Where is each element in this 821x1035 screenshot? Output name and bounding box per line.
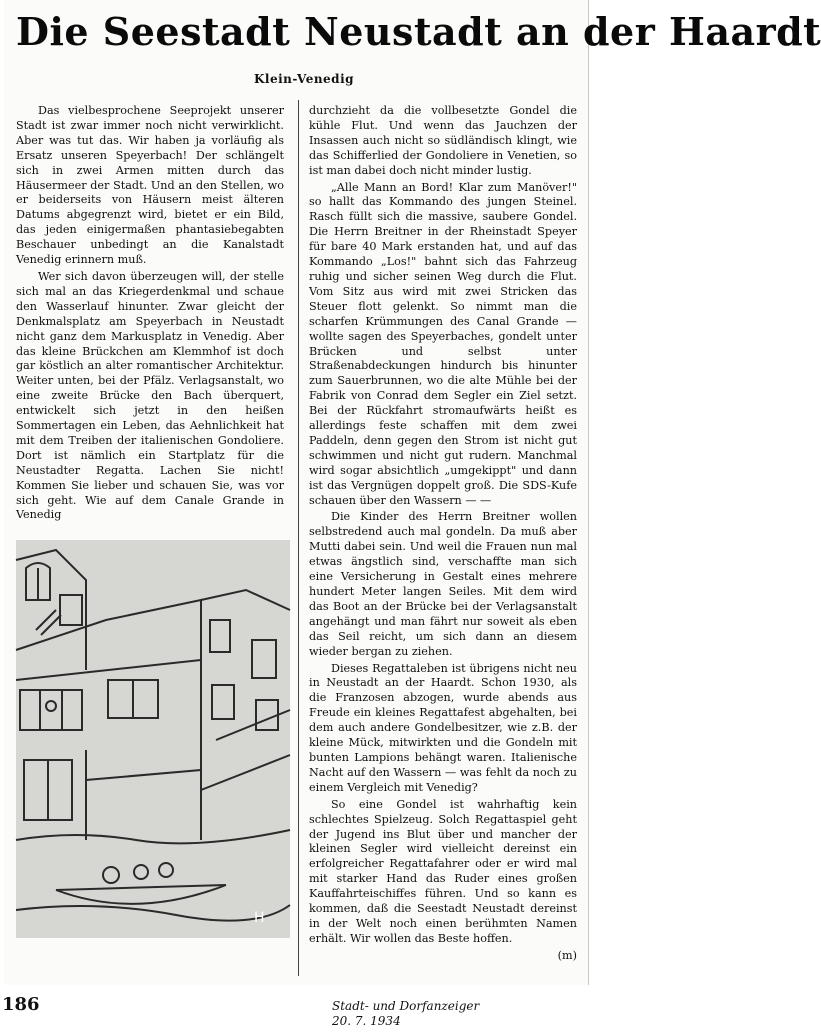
- canal-sketch: [16, 540, 290, 938]
- article-right-column: [309, 104, 577, 984]
- canal-sketch-illustration: [16, 540, 290, 938]
- subtitle: Klein-Venedig: [253, 72, 355, 86]
- paragraph: So eine Gondel ist wahrhaftig kein schlechtes Spielzeug. Solch Regattaspiel geht der Jugend ins Blut über und mancher der kleinen Segler wird vielleicht dereinst ein erfolgreicher Regattafahrer oder er wird mal mit starker Hand das Ruder eines großen Kauffahrteischiffes führen. Und so kann es kommen, daß die Seestadt Neustadt dereinst in der Welt noch einen berühmten Namen erhält. Wir wollen das Beste hoffen.: [309, 797, 577, 945]
- paragraph: Das vielbesprochene Seeprojekt unserer Stadt ist zwar immer noch nicht verwirklicht. Aber was tut das. Wir haben ja vorläufig als Ersatz unseren Speyerbach! Der schlängelt sich in zwei Armen mitten durch das Häusermeer der Stadt. Und an den Stellen, wo er beiderseits von Häusern meist älteren Datums abgegrenzt wird, bietet er ein Bild, das jeden einigermaßen phantasiebegabten Beschauer unbedingt an die Kanalstadt Venedig erinnern muß.: [16, 104, 284, 267]
- source-name: Stadt- und Dorfanzeiger: [332, 999, 480, 1013]
- newspaper-source: [332, 999, 479, 1029]
- source-date: 20. 7. 1934: [332, 1014, 401, 1028]
- paragraph: durchzieht da die vollbesetzte Gondel die kühle Flut. Und wenn das Jauchzen der Insassen auch nicht so südländisch klingt, wie das Schifferlied der Gondoliere in Venetien, so ist man dabei doch nicht minder lustig.: [309, 104, 577, 177]
- paragraph: Die Kinder des Herrn Breitner wollen selbstredend auch mal gondeln. Da muß aber Mutti dabei sein. Und weil die Frauen nun mal etwas ängstlich sind, verschaffte man sich eine Versicherung in Gestalt eines mehrere hundert Meter langen Seiles. Mit dem wird das Boot an der Brücke bei der Verlagsanstalt angehängt und man fährt nur soweit als eben das Seil reicht, um sich dann an diesem wieder bergan zu ziehen.: [309, 510, 577, 658]
- paragraph: Wer sich davon überzeugen will, der stelle sich mal an das Kriegerdenkmal und schaue den Wasserlauf hinunter. Zwar gleicht der Denkmalsplatz am Speyerbach in Neustadt nicht ganz dem Markusplatz in Venedig. Aber das kleine Brückchen am Klemmhof ist doch gar köstlich an alter romantischer Architektur. Weiter unten, bei der Pfälz. Verlagsanstalt, wo eine zweite Brücke den Bach überquert, entwickelt sich jetzt in den heißen Sommertagen ein Leben, das Aehnlichkeit hat mit dem Treiben der italienischen Gondoliere. Dort ist nämlich ein Startplatz für die Neustadter Regatta. Lachen Sie nicht! Kommen Sie lieber und schauen Sie, was vor sich geht. Wie auf dem Canale Grande in Venedig: [16, 269, 284, 522]
- page-number: 186: [2, 994, 40, 1015]
- headline: Die Seestadt Neustadt an der Haardt: [16, 9, 821, 54]
- paragraph: „Alle Mann an Bord! Klar zum Manöver!" so hallt das Kommando des jungen Steinel. Rasch füllt sich die massive, saubere Gondel. Die Herrn Breitner in der Rheinstadt Speyer für bare 40 Mark erstanden hat, und auf das Kommando „Los!" bahnt sich das Fahrzeug ruhig und sicher seinen Weg durch die Flut. Vom Sitz aus wird mit zwei Stricken das Steuer flott gelenkt. So nimmt man die scharfen Krümmungen des Canal Grande — wollte sagen des Speyerbaches, gondelt unter Brücken und selbst unter Straßenabdeckungen hindurch bis hinunter zum Sauerbrunnen, wo die alte Mühle bei der Fabrik von Conrad dem Segler ein Ziel setzt. Bei der Rückfahrt stromaufwärts heißt es allerdings feste schaffen mit dem zwei Paddeln, denn gegen den Strom ist nicht gut schwimmen und nicht gut rudern. Manchmal wird sogar absichtlich „umgekippt" und dann ist das Vergnügen doppelt groß. Die SDS-Kufe schauen über den Wassern — —: [309, 180, 577, 507]
- article-left-column: [16, 104, 284, 524]
- author-signature: (m): [557, 948, 577, 962]
- artist-initial: H: [254, 910, 265, 926]
- paragraph: Dieses Regattaleben ist übrigens nicht neu in Neustadt an der Haardt. Schon 1930, als die Franzosen abzogen, wurde abends aus Freude ein kleines Regattafest abgehalten, bei dem auch andere Gondelbesitzer, wie z.B. der kleine Mück, mitwirkten und die Gondeln mit bunten Lampions behängt waren. Italienische Nacht auf den Wassern — was fehlt da noch zu einem Vergleich mit Venedig?: [309, 661, 577, 794]
- newspaper-clipping: [4, 0, 821, 985]
- column-divider: [298, 100, 299, 976]
